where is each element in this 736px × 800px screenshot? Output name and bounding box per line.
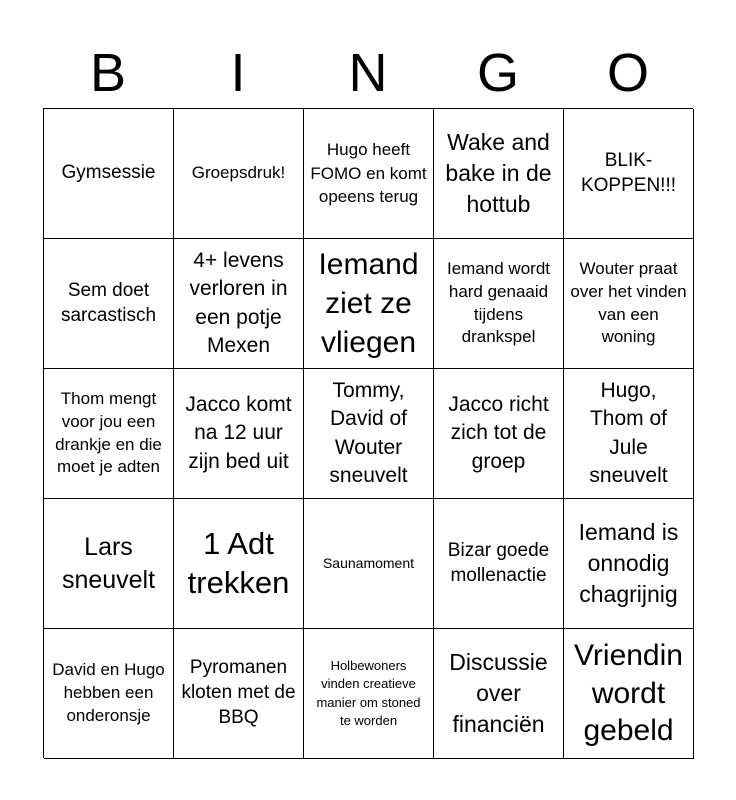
cell-text: Jacco richt zich tot de groep <box>448 392 549 473</box>
cell-text: Sem doet sarcastisch <box>60 279 157 326</box>
bingo-cell[interactable] <box>174 239 304 369</box>
bingo-cell[interactable] <box>304 369 434 499</box>
cell-text: Wake and bake in de hottub <box>445 128 552 218</box>
bingo-cell[interactable] <box>304 239 434 369</box>
cell-text: Hugo heeft FOMO en komt opeens terug <box>310 139 427 207</box>
header-letter-g: G <box>476 43 519 103</box>
bingo-cell[interactable] <box>174 499 304 629</box>
bingo-cell[interactable] <box>174 109 304 239</box>
bingo-cell[interactable] <box>434 239 564 369</box>
cell-text: Tommy, David of Wouter sneuvelt <box>329 378 408 487</box>
cell-text: Gymsessie <box>61 162 156 184</box>
bingo-cell[interactable] <box>174 369 304 499</box>
cell-text: Saunamoment <box>322 554 415 571</box>
cell-text: Holbewoners vinden creatieve manier om stoned te worden <box>316 658 421 728</box>
bingo-cell[interactable] <box>304 109 434 239</box>
cell-text: BLIK-KOPPEN!!! <box>580 149 677 196</box>
bingo-cell[interactable] <box>44 369 174 499</box>
bingo-cell[interactable] <box>564 109 694 239</box>
cell-text: Iemand ziet ze vliegen <box>318 248 419 359</box>
cell-text: Bizar goede mollenactie <box>447 539 550 586</box>
bingo-cell[interactable] <box>304 629 434 759</box>
header-letter-b: B <box>89 43 127 103</box>
bingo-cell[interactable] <box>434 369 564 499</box>
cell-text: Iemand is onnodig chagrijnig <box>578 518 679 608</box>
cell-text: Iemand wordt hard genaaid tijdens drankspel <box>447 258 550 347</box>
bingo-cell[interactable] <box>174 629 304 759</box>
cell-text: Thom mengt voor jou een drankje en die moet je adten <box>55 388 162 477</box>
cell-text: Discussie over financiën <box>449 648 548 738</box>
cell-text: 4+ levens verloren in een potje Mexen <box>189 248 288 357</box>
bingo-cell[interactable] <box>304 499 434 629</box>
cell-text: 1 Adt trekken <box>187 525 290 600</box>
cell-text: Lars sneuvelt <box>61 533 156 594</box>
cell-text: Wouter praat over het vinden van een woning <box>570 258 687 347</box>
cell-text: Pyromanen kloten met de BBQ <box>181 657 296 728</box>
bingo-cell[interactable] <box>564 499 694 629</box>
bingo-cell[interactable] <box>434 499 564 629</box>
header-letter-n: N <box>348 43 388 103</box>
header-letter-o: O <box>606 43 649 103</box>
bingo-cell[interactable] <box>434 109 564 239</box>
cell-text: Jacco komt na 12 uur zijn bed uit <box>185 392 292 473</box>
bingo-header <box>43 38 693 108</box>
bingo-cell[interactable] <box>564 239 694 369</box>
bingo-cell[interactable] <box>564 629 694 759</box>
cell-text: David en Hugo hebben een onderonsje <box>52 660 165 725</box>
bingo-cell[interactable] <box>44 629 174 759</box>
bingo-cell[interactable] <box>564 369 694 499</box>
bingo-cell[interactable] <box>44 499 174 629</box>
bingo-cell[interactable] <box>44 239 174 369</box>
cell-text: Hugo, Thom of Jule sneuvelt <box>589 378 668 487</box>
cell-text: Groepsdruk! <box>191 163 286 183</box>
bingo-cell[interactable] <box>434 629 564 759</box>
cell-text: Vriendin wordt gebeld <box>574 639 683 748</box>
bingo-board <box>43 108 693 758</box>
header-letter-i: I <box>230 43 246 103</box>
bingo-cell[interactable] <box>44 109 174 239</box>
